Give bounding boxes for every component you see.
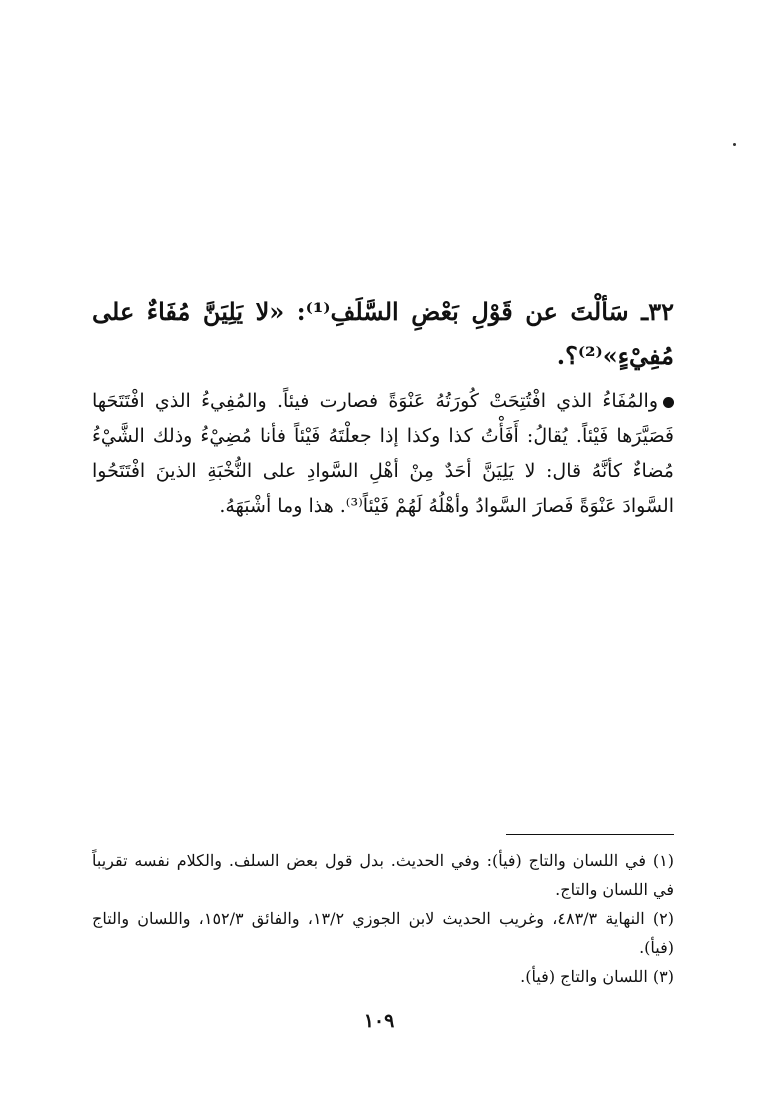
- answer-paragraph: [92, 384, 674, 524]
- footnotes: [92, 846, 674, 991]
- question-text: ـ سَألْتَ عن قَوْلِ بَعْضِ السَّلَفِ⁽¹⁾: «لا يَلِيَنَّ مُفَاءٌ على مُفِيْءٍ»⁽²⁾؟.: [92, 297, 674, 370]
- bullet-icon: [663, 397, 674, 408]
- footnote-2: (٢) النهاية ٤٨٣/٣، وغريب الحديث لابن الجوزي ١٣/٢، والفائق ١٥٢/٣، واللسان والتاج (فيأ).: [92, 909, 675, 957]
- page-number: ١٠٩: [363, 1010, 395, 1032]
- footnote-1: (١) في اللسان والتاج (فيأ): وفي الحديث. بدل قول بعض السلف. والكلام نفسه تقريباً في اللسان والتاج.: [92, 851, 674, 899]
- question-number: ٣٢: [648, 297, 674, 326]
- question-paragraph: [92, 290, 674, 378]
- margin-mark: [733, 143, 736, 146]
- answer-text: والمُفَاءُ الذي افْتُتِحَتْ كُورَتُهُ عَنْوَةً فصارت فيئاً. والمُفِيءُ الذي افْتَتَحَها فَصَيَّرَها فَيْئاً. يُقالُ: أَفَأْتُ كذا وكذا إذا جعلْتَهُ فَيْئاً فأنا مُضِيْءُ وذلك الشَّيْءُ مُضاءٌ كأنَّهُ قال: لا يَلِيَنَّ أحَدٌ مِنْ أهْلِ السَّوادِ على النُّخْبَةِ الذينَ افْتَتَحُوا السَّوادَ عَنْوَةً فَصارَ السَّوادُ وأهْلُهُ لَهُمْ فَيْئاً⁽³⁾. هذا وما أشْبَهَهُ.: [92, 390, 674, 517]
- footnote-divider: [506, 834, 674, 835]
- footnote-3: (٣) اللسان والتاج (فيأ).: [520, 967, 674, 986]
